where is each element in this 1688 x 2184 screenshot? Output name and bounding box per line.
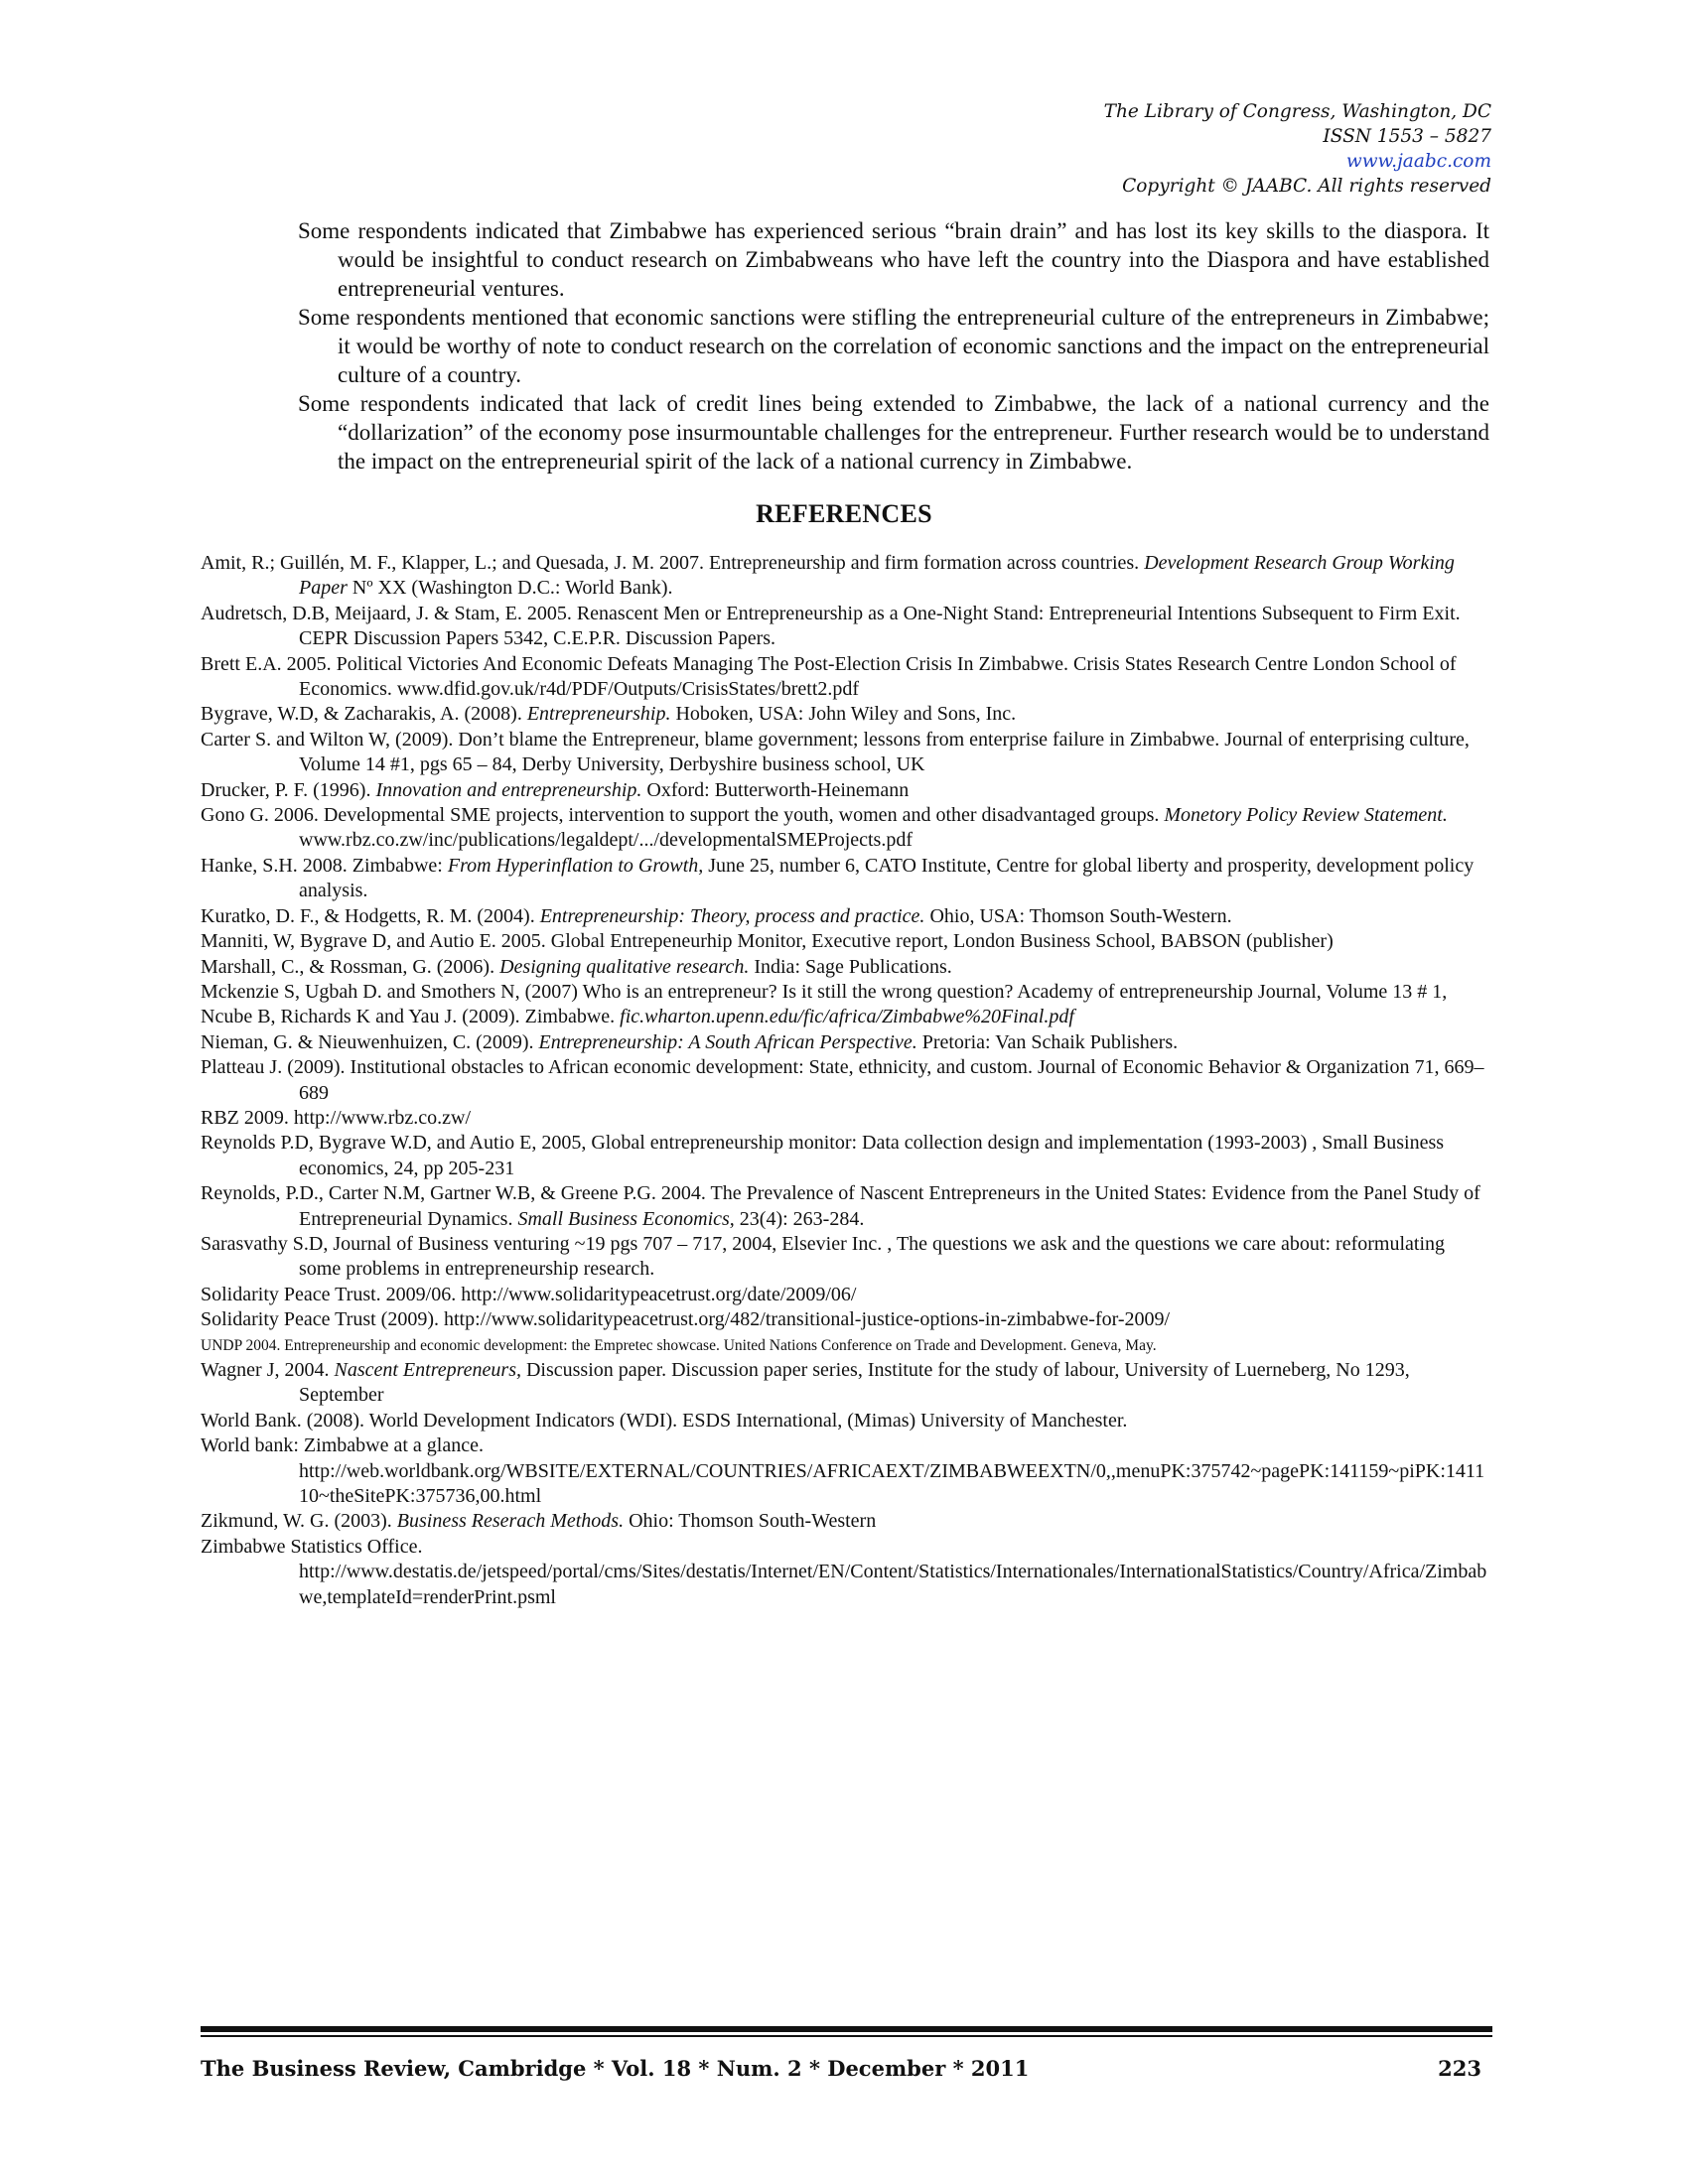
- reference-italic-part: Innovation and entrepreneurship.: [375, 778, 642, 801]
- reference-italic-part: Entrepreneurship: Theory, process and practice.: [539, 904, 925, 927]
- reference-text-part: RBZ 2009. http://www.rbz.co.zw/: [201, 1106, 472, 1129]
- reference-text-part: Amit, R.; Guillén, M. F., Klapper, L.; and Quesada, J. M. 2007. Entrepreneurship and firm formation across countries.: [201, 552, 1145, 574]
- reference-entry: [201, 1030, 1491, 1055]
- reference-entry: [201, 1181, 1491, 1232]
- reference-text-part: www.rbz.co.zw/inc/publications/legaldept/.../developmentalSMEProjects.pdf: [299, 829, 913, 852]
- reference-text-part: Zimbabwe Statistics Office.: [201, 1535, 423, 1558]
- reference-text-part: Nieman, G. & Nieuwenhuizen, C. (2009).: [201, 1030, 539, 1053]
- reference-url[interactable]: http://web.worldbank.org/WBSITE/EXTERNAL/COUNTRIES/AFRICAEXT/ZIMBABWEEXTN/0,,menuPK:375742~pagePK:141159~piPK:141110~theSitePK:375736,00.html: [299, 1459, 1485, 1508]
- reference-entry: [201, 904, 1491, 929]
- reference-text-part: Audretsch, D.B, Meijaard, J. & Stam, E. 2005. Renascent Men or Entrepreneurship as a One-Night Stand: Entrepreneurial Intentions Subsequent to Firm Exit. CEPR Discussion Papers 5342, C.E.P.R. Discussion Papers.: [201, 602, 1461, 650]
- reference-text-part: UNDP 2004. Entrepreneurship and economic development: the Empretec showcase. United Nations Conference on Trade and Development. Geneva, May.: [201, 1336, 1157, 1354]
- page-header: [1104, 99, 1491, 199]
- reference-text-part: Manniti, W, Bygrave D, and Autio E. 2005. Global Entrepeneurhip Monitor, Executive report, London Business School, BABSON (publisher): [201, 930, 1334, 953]
- reference-text-part: Wagner J, 2004.: [201, 1359, 335, 1381]
- reference-text-part: Oxford: Butterworth-Heinemann: [641, 778, 910, 801]
- reference-text-part: Hanke, S.H. 2008. Zimbabwe:: [201, 854, 448, 877]
- reference-italic-part: Small Business Economics,: [517, 1207, 735, 1230]
- reference-entry: [201, 929, 1491, 954]
- reference-entry: [201, 980, 1491, 1005]
- header-issn-line: ISSN 1553 – 5827: [1323, 126, 1491, 147]
- reference-entry: [201, 1106, 1491, 1131]
- reference-text-part: Drucker, P. F. (1996).: [201, 778, 376, 801]
- reference-italic-part: Nascent Entrepreneurs,: [334, 1359, 521, 1381]
- references-list: [201, 551, 1491, 1610]
- reference-entry: [201, 1358, 1491, 1409]
- reference-text-part: June 25, number 6, CATO Institute, Centre for global liberty and prosperity, development policy analysis.: [299, 854, 1475, 902]
- reference-text-part: Ncube B, Richards K and Yau J. (2009). Zimbabwe.: [201, 1006, 621, 1028]
- references-heading: REFERENCES: [756, 499, 932, 528]
- reference-italic-part: Business Reserach Methods.: [396, 1510, 625, 1533]
- reference-entry: [201, 854, 1491, 904]
- reference-text-part: Pretoria: Van Schaik Publishers.: [916, 1030, 1179, 1053]
- reference-text-part: Ohio: Thomson South-Western: [624, 1510, 877, 1533]
- reference-entry: [201, 1055, 1491, 1106]
- reference-entry: [201, 1409, 1491, 1433]
- reference-italic-part: Monetory Policy Review Statement.: [1164, 804, 1448, 827]
- recommendation-item: Some respondents indicated that Zimbabwe has experienced serious “brain drain” and has lost its key skills to the diaspora. It would be insightful to conduct research on Zimbabweans who have left the country into the Diaspora and have established entrepreneurial ventures.: [298, 218, 1489, 301]
- footer-journal-info: The Business Review, Cambridge * Vol. 18 * Num. 2 * December * 2011: [201, 2056, 1030, 2081]
- reference-italic-part: fic.wharton.upenn.edu/fic/africa/Zimbabwe%20Final.pdf: [620, 1006, 1074, 1028]
- reference-entry: [201, 955, 1491, 980]
- reference-italic-part: Development Research Group Working Paper: [299, 552, 1455, 600]
- reference-entry: [201, 1283, 1491, 1307]
- reference-italic-part: From Hyperinflation to Growth,: [447, 854, 704, 877]
- reference-entry: [201, 652, 1491, 703]
- reference-text-part: Solidarity Peace Trust (2009). http://www.solidaritypeacetrust.org/482/transitional-justice-options-in-zimbabwe-for-2009/: [201, 1308, 1171, 1331]
- recommendation-item: Some respondents mentioned that economic sanctions were stifling the entrepreneurial culture of the entrepreneurs in Zimbabwe; it would be worthy of note to conduct research on the correlation of economic sanctions and the impact on the entrepreneurial culture of a country.: [298, 305, 1489, 387]
- reference-text-part: Gono G. 2006. Developmental SME projects, intervention to support the youth, women and other disadvantaged groups.: [201, 804, 1165, 827]
- header-website-link[interactable]: www.jaabc.com: [1345, 151, 1491, 172]
- recommendations-list: [298, 216, 1489, 476]
- reference-text-part: Bygrave, W.D, & Zacharakis, A. (2008).: [201, 703, 527, 726]
- reference-text-part: India: Sage Publications.: [749, 955, 952, 978]
- reference-entry: [201, 1433, 1491, 1509]
- reference-entry: [201, 1232, 1491, 1283]
- reference-entry: [201, 803, 1491, 854]
- reference-italic-part: Designing qualitative research.: [499, 955, 750, 978]
- reference-text-part: 23(4): 263-284.: [734, 1207, 865, 1230]
- reference-entry: [201, 1333, 1491, 1358]
- reference-text-part: Sarasvathy S.D, Journal of Business venturing ~19 pgs 707 – 717, 2004, Elsevier Inc. , The questions we ask and the questions we care about: reformulating some problems in entrepreneurship research.: [201, 1232, 1445, 1281]
- reference-text-part: Kuratko, D. F., & Hodgetts, R. M. (2004).: [201, 904, 540, 927]
- reference-text-part: World bank: Zimbabwe at a glance.: [201, 1434, 484, 1457]
- reference-text-part: World Bank. (2008). World Development Indicators (WDI). ESDS International, (Mimas) University of Manchester.: [201, 1409, 1128, 1432]
- reference-entry: [201, 728, 1491, 778]
- reference-entry: [201, 1535, 1491, 1610]
- reference-text-part: Discussion paper. Discussion paper series, Institute for the study of labour, University of Luerneberg, No 1293, September: [299, 1359, 1410, 1407]
- reference-italic-part: Entrepreneurship.: [526, 703, 671, 726]
- reference-url[interactable]: http://www.destatis.de/jetspeed/portal/cms/Sites/destatis/Internet/EN/Content/Statistics/Internationales/InternationalStatistics/Country/Africa/Zimbabwe,templateId=renderPrint.psml: [299, 1561, 1487, 1608]
- reference-entry: [201, 1307, 1491, 1332]
- reference-entry: [201, 602, 1491, 652]
- reference-text-part: Platteau J. (2009). Institutional obstacles to African economic development: State, ethnicity, and custom. Journal of Economic Behavior & Organization 71, 669–689: [201, 1056, 1484, 1104]
- reference-text-part: Mckenzie S, Ugbah D. and Smothers N, (2007) Who is an entrepreneur? Is it still the wrong question? Academy of entrepreneurship Journal, Volume 13 # 1,: [201, 980, 1448, 1003]
- page-number: 223: [1438, 2056, 1481, 2081]
- reference-italic-part: Entrepreneurship: A South African Perspective.: [538, 1030, 917, 1053]
- reference-text-part: Zikmund, W. G. (2003).: [201, 1510, 397, 1533]
- footer-rule-thick: [201, 2026, 1492, 2032]
- reference-text-part: Carter S. and Wilton W, (2009). Don’t blame the Entrepreneur, blame government; lessons from enterprise failure in Zimbabwe. Journal of enterprising culture, Volume 14 #1, pgs 65 – 84, Derby University, Derbyshire business school, UK: [201, 728, 1470, 776]
- reference-entry: [201, 778, 1491, 803]
- recommendation-item: Some respondents indicated that lack of credit lines being extended to Zimbabwe, the lack of a national currency and the “dollarization” of the economy pose insurmountable challenges for the entrepreneur. Further research would be to understand the impact on the entrepreneurial spirit of the lack of a national currency in Zimbabwe.: [298, 391, 1489, 474]
- reference-text-part: Ohio, USA: Thomson South-Western.: [924, 904, 1232, 927]
- footer-rule-thin: [201, 2035, 1492, 2037]
- reference-text-part: Nº XX (Washington D.C.: World Bank).: [347, 577, 673, 600]
- reference-entry: [201, 551, 1491, 602]
- reference-entry: [201, 1131, 1491, 1181]
- header-library-line: The Library of Congress, Washington, DC: [1103, 101, 1491, 122]
- reference-entry: [201, 1509, 1491, 1534]
- reference-text-part: Reynolds P.D, Bygrave W.D, and Autio E, 2005, Global entrepreneurship monitor: Data collection design and implementation (1993-2003) , Small Business economics, 24, pp 205-231: [201, 1132, 1445, 1179]
- header-copyright-line: Copyright © JAABC. All rights reserved: [1122, 176, 1491, 197]
- reference-entry: [201, 1005, 1491, 1029]
- reference-text-part: Brett E.A. 2005. Political Victories And Economic Defeats Managing The Post-Election Crisis In Zimbabwe. Crisis States Research Centre London School of Economics. www.dfid.gov.uk/r4d/PDF/Outputs/CrisisStates/brett2.pdf: [201, 652, 1457, 701]
- reference-text-part: Hoboken, USA: John Wiley and Sons, Inc.: [670, 703, 1017, 726]
- reference-text-part: Reynolds, P.D., Carter N.M, Gartner W.B, & Greene P.G. 2004. The Prevalence of Nascent Entrepreneurs in the United States: Evidence from the Panel Study of Entrepreneurial Dynamics.: [201, 1182, 1480, 1230]
- reference-text-part: Solidarity Peace Trust. 2009/06. http://www.solidaritypeacetrust.org/date/2009/06/: [201, 1283, 857, 1305]
- reference-text-part: Marshall, C., & Rossman, G. (2006).: [201, 955, 500, 978]
- reference-entry: [201, 702, 1491, 727]
